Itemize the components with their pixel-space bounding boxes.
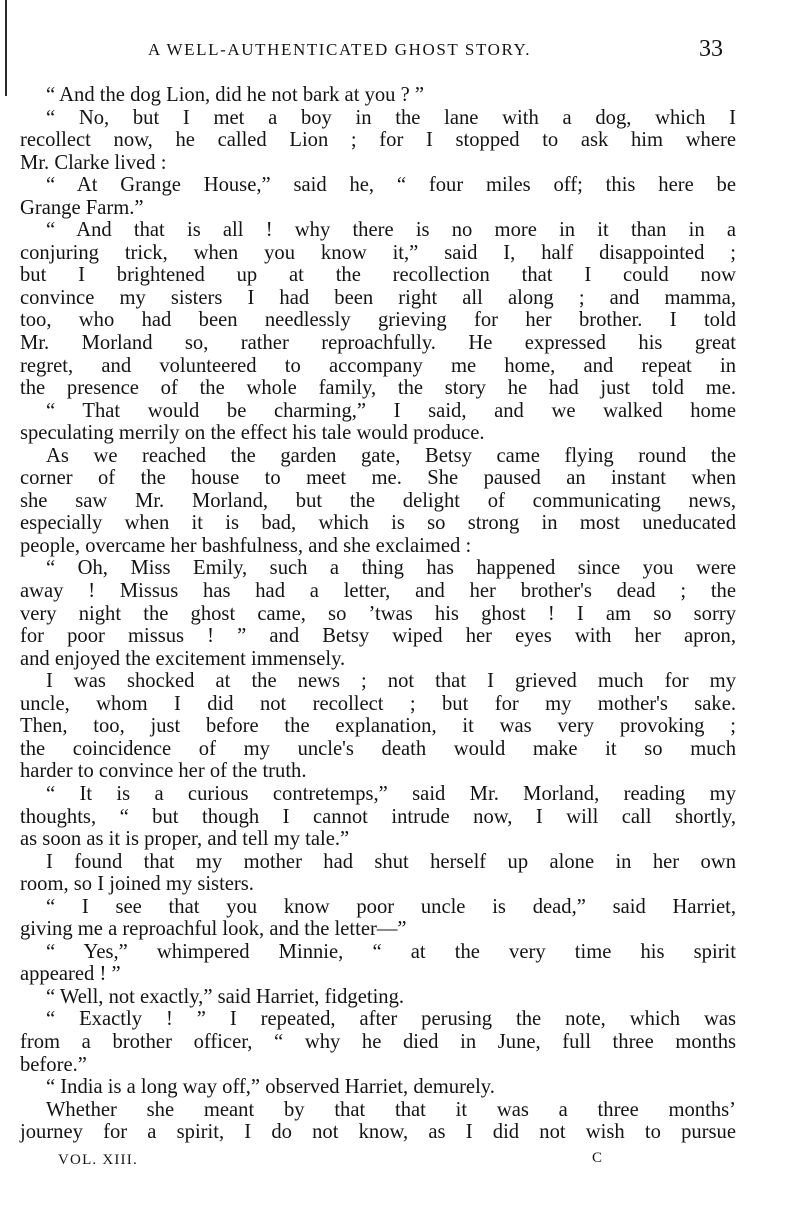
text-line: the coincidence of my uncle's death would make it so much	[20, 737, 736, 760]
text-line: “ It is a curious contretemps,” said Mr. Morland, reading my	[46, 782, 736, 805]
text-line: I found that my mother had shut herself up alone in her own	[46, 850, 736, 873]
text-line: and enjoyed the excitement immensely.	[20, 647, 346, 670]
text-line: “ Oh, Miss Emily, such a thing has happened since you were	[46, 557, 736, 580]
text-line: giving me a reproachful look, and the letter—”	[20, 918, 407, 941]
text-line: for poor missus ! ” and Betsy wiped her eyes with her apron,	[20, 625, 736, 648]
text-line: corner of the house to meet me. She paused an instant when	[20, 467, 736, 490]
text-line: conjuring trick, when you know it,” said I, half disappointed ;	[20, 241, 736, 264]
text-line: convince my sisters I had been right all along ; and mamma,	[20, 286, 736, 309]
text-line: people, overcame her bashfulness, and she exclaimed :	[20, 534, 472, 557]
running-title: A WELL-AUTHENTICATED GHOST STORY.	[148, 40, 532, 59]
text-line: regret, and volunteered to accompany me home, and repeat in	[20, 354, 736, 377]
text-line: the presence of the whole family, the story he had just told me.	[20, 377, 736, 400]
text-line: “ No, but I met a boy in the lane with a dog, which I	[46, 106, 736, 129]
text-line: especially when it is bad, which is so strong in most uneducated	[20, 512, 736, 535]
text-line: very night the ghost came, so ’twas his ghost ! I am so sorry	[20, 602, 736, 625]
text-line: as soon as it is proper, and tell my tale.”	[20, 828, 350, 851]
text-line: but I brightened up at the recollection that I could now	[20, 264, 736, 287]
text-line: speculating merrily on the effect his tale would produce.	[20, 422, 485, 445]
running-head	[0, 36, 793, 66]
text-line: appeared ! ”	[20, 963, 121, 986]
page-footer	[0, 1152, 793, 1176]
text-line: away ! Missus has had a letter, and her brother's dead ; the	[20, 580, 736, 603]
text-line: “ Well, not exactly,” said Harriet, fidgeting.	[46, 985, 405, 1008]
text-line: “ I see that you know poor uncle is dead,” said Harriet,	[46, 895, 736, 918]
text-line: Mr. Morland so, rather reproachfully. He expressed his great	[20, 332, 736, 355]
text-line: “ At Grange House,” said he, “ four miles off; this here be	[46, 174, 736, 197]
text-line: she saw Mr. Morland, but the delight of communicating news,	[20, 489, 736, 512]
text-line: “ India is a long way off,” observed Harriet, demurely.	[46, 1076, 495, 1099]
volume-signature: VOL. XIII.	[58, 1152, 138, 1168]
text-line: journey for a spirit, I do not know, as I did not wish to pursue	[20, 1121, 736, 1144]
text-line: too, who had been needlessly grieving for her brother. I told	[20, 309, 736, 332]
body-text	[20, 84, 736, 1144]
text-line: room, so I joined my sisters.	[20, 873, 254, 896]
text-line: uncle, whom I did not recollect ; but for my mother's sake.	[20, 692, 736, 715]
text-line: recollect now, he called Lion ; for I stopped to ask him where	[20, 129, 736, 152]
text-line: I was shocked at the news ; not that I grieved much for my	[46, 670, 736, 693]
text-line: “ Exactly ! ” I repeated, after perusing the note, which was	[46, 1008, 736, 1031]
gathering-mark: C	[592, 1150, 603, 1166]
text-line: “ Yes,” whimpered Minnie, “ at the very time his spirit	[46, 940, 736, 963]
text-line: Then, too, just before the explanation, it was very provoking ;	[20, 715, 736, 738]
text-line: from a brother officer, “ why he died in June, full three months	[20, 1030, 736, 1053]
text-line: before.”	[20, 1053, 87, 1076]
text-line: thoughts, “ but though I cannot intrude now, I will call shortly,	[20, 805, 736, 828]
text-line: “ And that is all ! why there is no more in it than in a	[46, 219, 736, 242]
text-line: Mr. Clarke lived :	[20, 151, 167, 174]
page-number: 33	[699, 36, 723, 62]
text-line: harder to convince her of the truth.	[20, 760, 307, 783]
text-line: As we reached the garden gate, Betsy came flying round the	[46, 444, 736, 467]
text-line: “ And the dog Lion, did he not bark at you ? ”	[46, 84, 425, 106]
text-line: “ That would be charming,” I said, and we walked home	[46, 399, 736, 422]
text-line: Whether she meant by that that it was a three months’	[46, 1098, 736, 1121]
text-line: Grange Farm.”	[20, 196, 144, 219]
